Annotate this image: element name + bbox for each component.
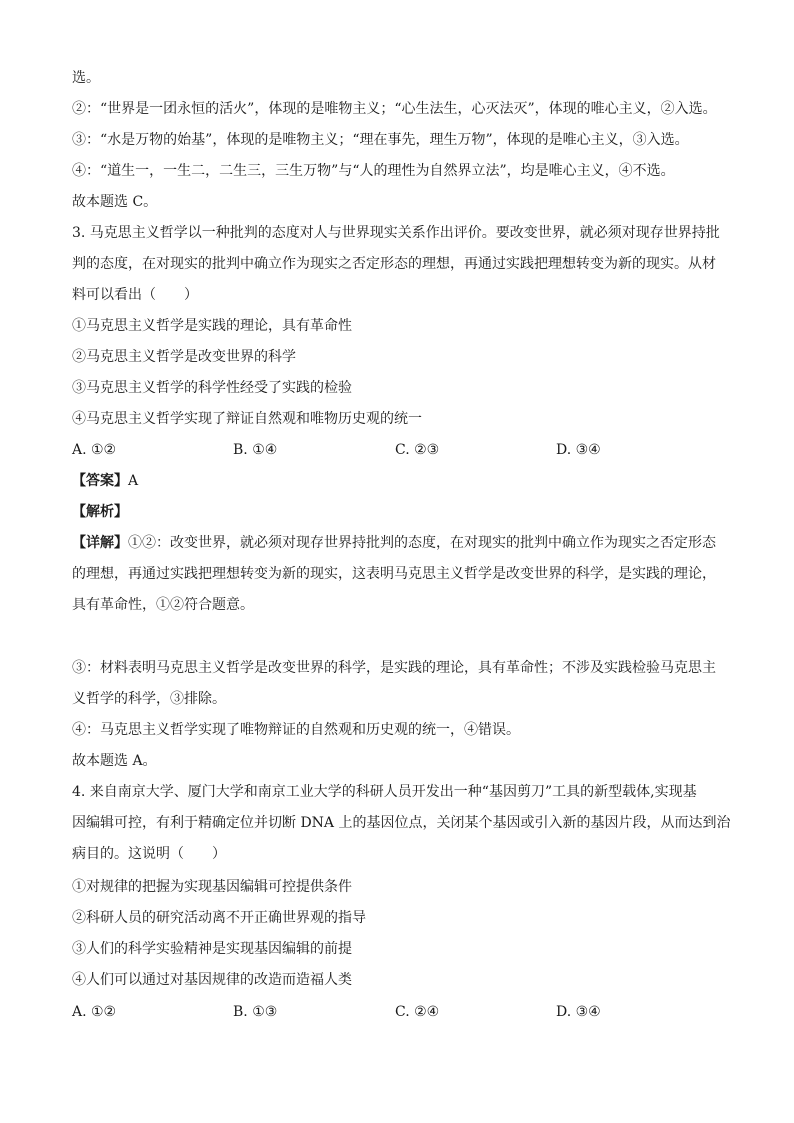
q3-detail-line-3: 具有革命性，①②符合题意。 [72, 597, 254, 613]
q2-analysis-3: ③：“水是万物的始基”，体现的是唯物主义；“理在事先，理生万物”，体现的是唯心主义，③入选。 [72, 132, 689, 148]
answer-tag: 【答案】 [72, 473, 128, 489]
q4-stem-line-2: 因编辑可控，有利于精确定位并切断 DNA 上的基因位点，关闭某个基因或引入新的基因片段，从而达到治 [72, 815, 731, 831]
q4-statement-1: ①对规律的把握为实现基因编辑可控提供条件 [72, 879, 352, 895]
q3-option-c: C. ②③ [395, 442, 440, 458]
q4-statement-2: ②科研人员的研究活动离不开正确世界观的指导 [72, 910, 366, 926]
q4-option-c: C. ②④ [395, 1004, 440, 1020]
q4-statement-3: ③人们的科学实验精神是实现基因编辑的前提 [72, 941, 352, 957]
q3-option-b: B. ①④ [233, 442, 278, 458]
q4-option-a: A. ①② [72, 1004, 117, 1020]
q3-stem-line-3: 料可以看出（ ） [72, 287, 198, 303]
q3-statement-2: ②马克思主义哲学是改变世界的科学 [72, 349, 296, 365]
q3-stem-line-2: 判的态度，在对现实的批判中确立作为现实之否定形态的理想，再通过实践把理想转变为新的现实。从材 [72, 256, 716, 272]
q4-statement-4: ④人们可以通过对基因规律的改造而造福人类 [72, 972, 352, 988]
q4-option-b: B. ①③ [233, 1004, 278, 1020]
detail-tag: 【详解】 [72, 535, 128, 551]
q3-detail-line-1 [72, 533, 716, 553]
q3-option-d: D. ③④ [556, 442, 601, 458]
analysis-tag: 【解析】 [72, 504, 128, 520]
q3-detail-4: ④：马克思主义哲学实现了唯物辩证的自然观和历史观的统一，④错误。 [72, 722, 520, 738]
q3-option-a: A. ①② [72, 442, 117, 458]
q3-statement-3: ③马克思主义哲学的科学性经受了实践的检验 [72, 380, 352, 396]
detail-text: ①②：改变世界，就必须对现存世界持批判的态度，在对现实的批判中确立作为现实之否定形态 [128, 535, 716, 551]
q4-stem-line-3: 病目的。这说明（ ） [72, 846, 226, 862]
q3-statement-1: ①马克思主义哲学是实践的理论，具有革命性 [72, 318, 352, 334]
q4-stem-line-1: 4. 来自南京大学、厦门大学和南京工业大学的科研人员开发出一种“基因剪刀”工具的新型载体,实现基 [72, 784, 697, 800]
q3-detail-line-2: 的理想，再通过实践把理想转变为新的现实，这表明马克思主义哲学是改变世界的科学，是实践的理论， [72, 566, 716, 582]
q2-analysis-4: ④：“道生一，一生二，二生三，三生万物”与“人的理性为自然界立法”，均是唯心主义，④不选。 [72, 163, 675, 179]
q3-detail-3-line-2: 义哲学的科学，③排除。 [72, 691, 226, 707]
q3-statement-4: ④马克思主义哲学实现了辩证自然观和唯物历史观的统一 [72, 411, 422, 427]
q2-continuation: 选。 [72, 70, 100, 86]
q2-conclusion: 故本题选 C。 [72, 194, 158, 210]
q4-option-d: D. ③④ [556, 1004, 601, 1020]
answer-value: A [128, 473, 139, 489]
q3-detail-3-line-1: ③：材料表明马克思主义哲学是改变世界的科学，是实践的理论，具有革命性；不涉及实践检验马克思主 [72, 660, 716, 676]
q3-stem-line-1: 3. 马克思主义哲学以一种批判的态度对人与世界现实关系作出评价。要改变世界，就必须对现存世界持批 [72, 225, 720, 241]
q3-answer [72, 471, 138, 491]
q2-analysis-2: ②：“世界是一团永恒的活火”，体现的是唯物主义；“心生法生，心灭法灭”，体现的唯心主义，②入选。 [72, 101, 717, 117]
q3-conclusion: 故本题选 A。 [72, 753, 157, 769]
